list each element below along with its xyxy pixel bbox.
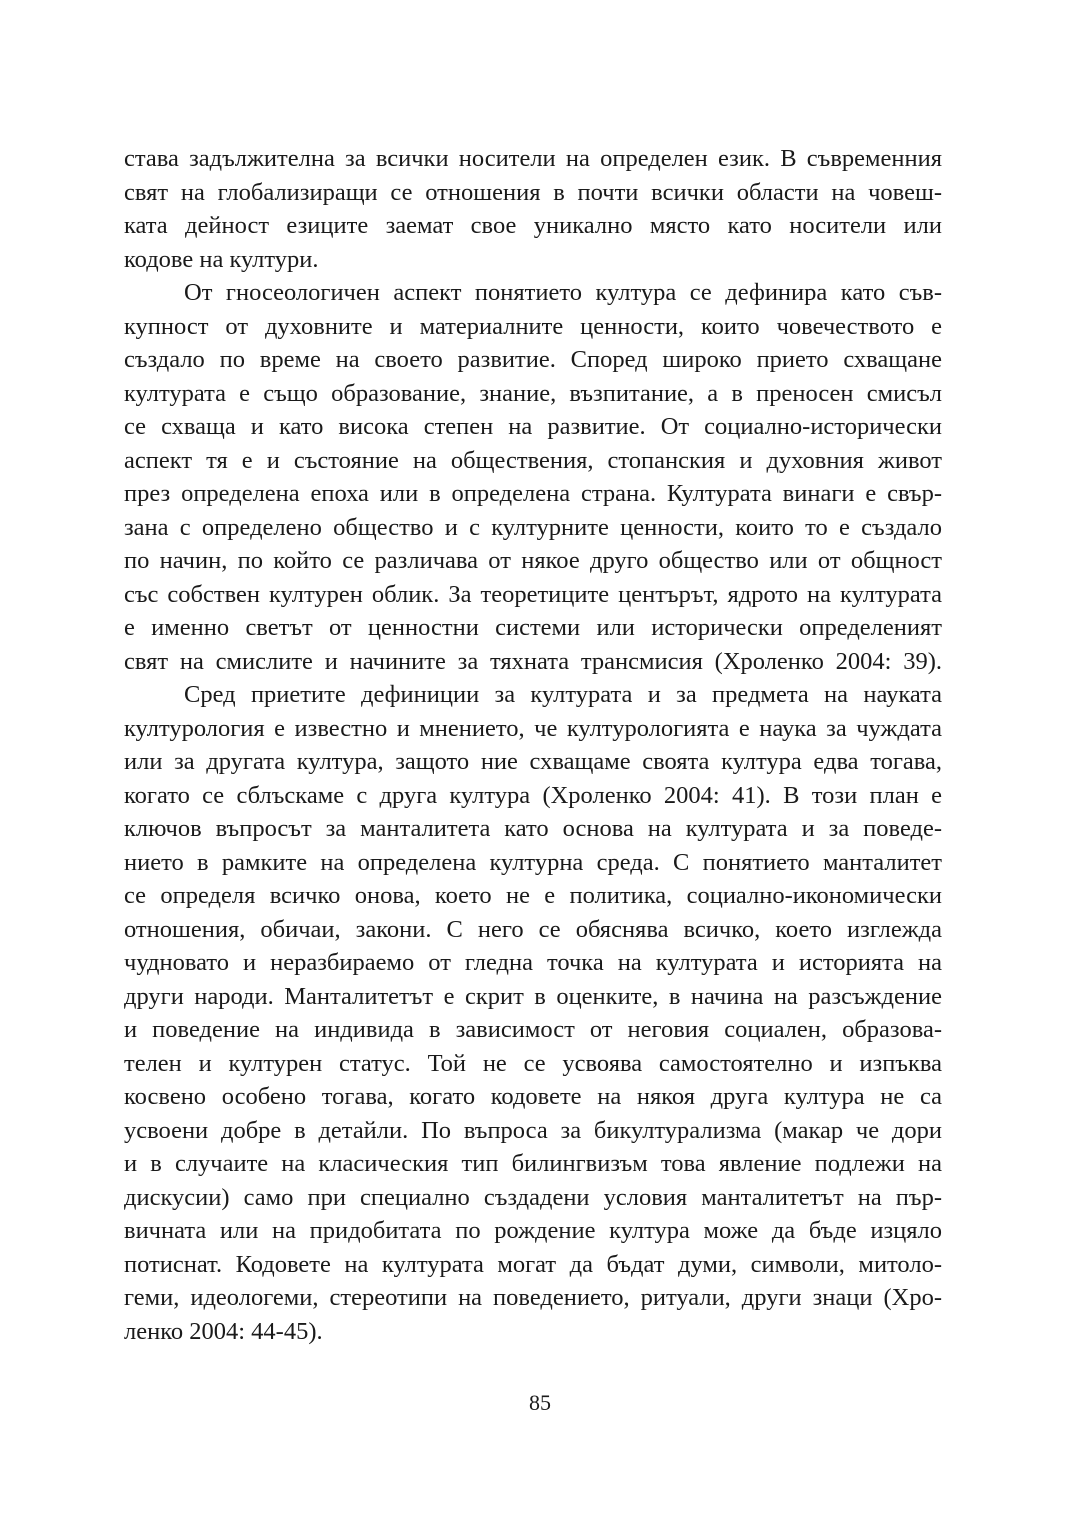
text-line: зана с определено общество и с културните ценности, които то е създало bbox=[124, 513, 942, 541]
text-line: нието в рамките на определена културна среда. С понятието манталитет bbox=[124, 848, 942, 876]
text-line: културология е известно и мнението, че културологията е наука за чуждата bbox=[124, 714, 942, 742]
text-line: геми, идеологеми, стереотипи на поведението, ритуали, други знаци (Хро- bbox=[124, 1284, 942, 1311]
text-line: се определя всичко онова, което не е политика, социално-икономически bbox=[124, 882, 942, 909]
text-line: аспект тя е и състояние на обществения, стопанския и духовния живот bbox=[124, 446, 942, 474]
text-line: ленко 2004: 44-45). bbox=[124, 1317, 323, 1345]
text-line: ката дейност езиците заемат свое уникално място като носители или bbox=[124, 212, 942, 239]
text-line: ключов въпросът за манталитета като основа на културата и за поведе- bbox=[124, 815, 942, 842]
text-line: по начин, по който се различава от някое друго общество или от общност bbox=[124, 547, 942, 574]
text-line: със собствен културен облик. За теоретиците центърът, ядрото на културата bbox=[124, 580, 942, 608]
text-line: други народи. Манталитетът е скрит в оценките, в начина на разсъждение bbox=[124, 982, 942, 1010]
text-line: се схваща и като висока степен на развитие. От социално-исторически bbox=[124, 413, 942, 440]
text-line: дискусии) само при специално създадени условия манталитетът на пър- bbox=[124, 1183, 942, 1211]
text-line: или за другата култура, защото ние схващаме своята култура едва тогава, bbox=[124, 748, 942, 775]
text-line: косвено особено тогава, когато кодовете на някоя друга култура не са bbox=[124, 1083, 942, 1110]
text-line: свят на смислите и начините за тяхната трансмисия (Хроленко 2004: 39). bbox=[124, 647, 942, 675]
text-line: чудновато и неразбираемо от гледна точка на културата и историята на bbox=[124, 949, 942, 976]
text-line: Сред приетите дефиниции за културата и за предмета на науката bbox=[184, 681, 942, 708]
text-line: е именно светът от ценностни системи или исторически определеният bbox=[124, 614, 942, 641]
text-line: телен и културен статус. Той не се усвоява самостоятелно и изпъква bbox=[124, 1049, 942, 1077]
text-line: културата е също образование, знание, възпитание, а в преносен смисъл bbox=[124, 379, 942, 407]
text-line: вичната или на придобитата по рождение култура може да бъде изцяло bbox=[124, 1217, 942, 1244]
text-line: и поведение на индивида в зависимост от неговия социален, образова- bbox=[124, 1016, 942, 1043]
text-line: От гносеологичен аспект понятието култура се дефинира като съв- bbox=[184, 279, 942, 306]
text-line: отношения, обичаи, закони. С него се обяснява всичко, което изглежда bbox=[124, 915, 942, 943]
text-line: става задължителна за всички носители на определен език. В съвременния bbox=[124, 145, 942, 172]
text-line: и в случаите на класическия тип билингвизъм това явление подлежи на bbox=[124, 1150, 942, 1177]
page-number: 85 bbox=[529, 1390, 551, 1415]
text-line: потиснат. Кодовете на културата могат да бъдат думи, символи, митоло- bbox=[124, 1250, 942, 1278]
text-line: усвоени добре в детайли. По въпроса за бикултурализма (макар че дори bbox=[124, 1116, 942, 1144]
page-body-text bbox=[124, 142, 942, 1348]
text-line: когато се сблъскаме с друга култура (Хроленко 2004: 41). В този план е bbox=[124, 781, 942, 809]
text-line: купност от духовните и материалните ценности, които човечеството е bbox=[124, 312, 942, 340]
text-line: през определена епоха или в определена страна. Културата винаги е свър- bbox=[124, 480, 942, 507]
text-line: създало по време на своето развитие. Според широко прието схващане bbox=[124, 346, 942, 373]
text-line: кодове на култури. bbox=[124, 245, 319, 273]
text-line: свят на глобализиращи се отношения в почти всички области на човеш- bbox=[124, 178, 942, 206]
